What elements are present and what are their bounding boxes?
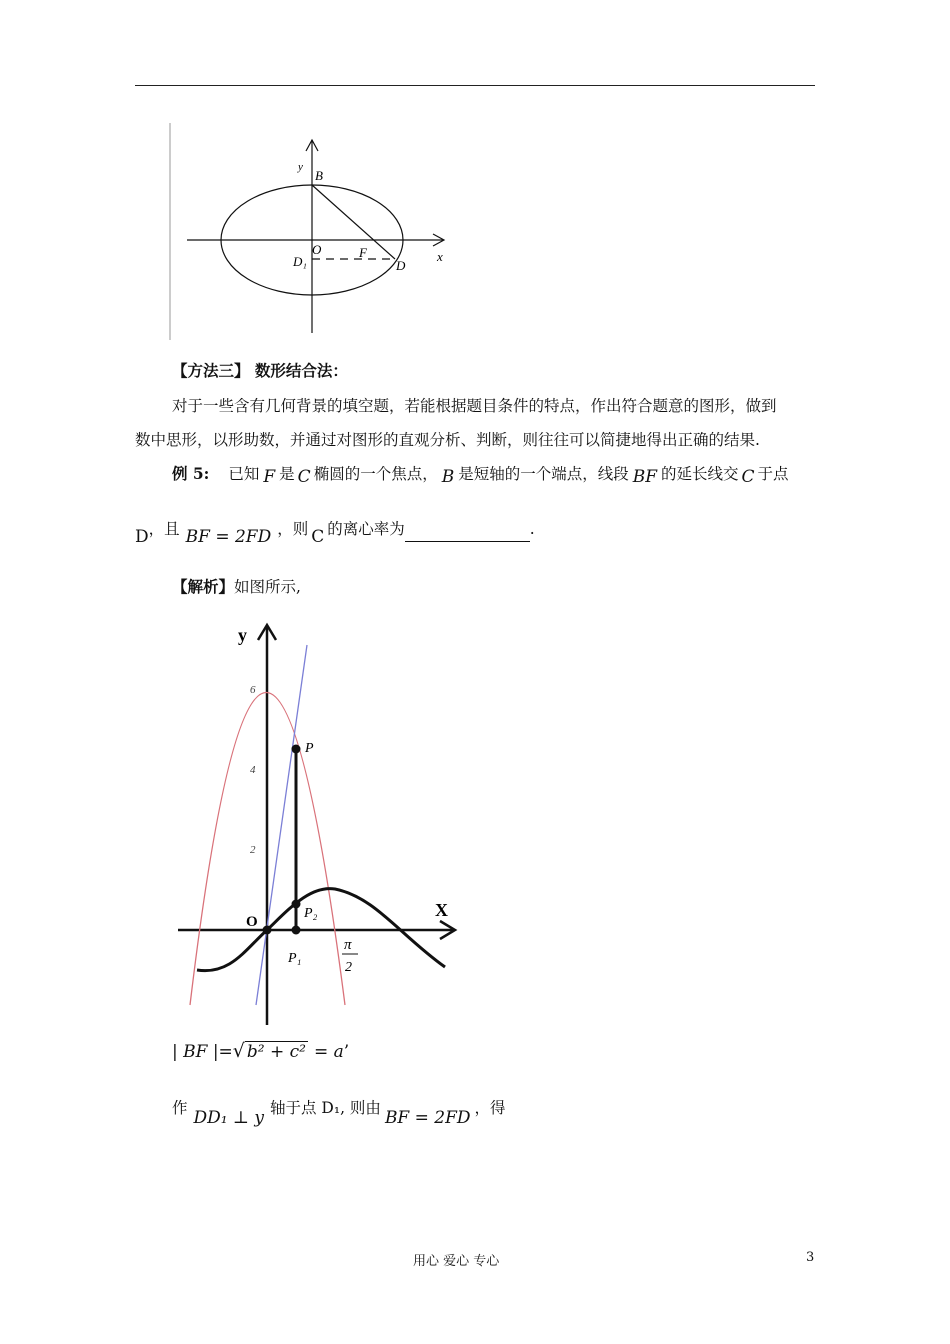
label-p2: P₂ (304, 906, 318, 921)
answer-blank (405, 525, 530, 542)
point-d: D (135, 527, 149, 547)
footer-slogan: 用心 爱心 专心 (413, 1254, 500, 1269)
math-bf: BF (632, 467, 658, 487)
formula-right: = a (314, 1042, 344, 1062)
label-two: 2 (345, 960, 352, 975)
example5-label: 例 5: (172, 464, 210, 483)
label-o: O (312, 242, 322, 257)
sqrt-icon: √ (232, 1040, 245, 1062)
formula-bf-length (172, 1040, 349, 1062)
ellipse-figure (165, 118, 455, 346)
label-o: O (246, 914, 258, 930)
method3-line2: 数中思形，以形助数，并通过对图形的直观分析、判断，则往往可以简捷地得出正确的结果. (135, 431, 760, 449)
example5-text: 已知 (228, 465, 260, 483)
segment-bd (312, 185, 395, 259)
function-graph-figure (170, 615, 470, 1030)
tick-label: 6 (250, 684, 256, 696)
formula2-expr: DD₁ ⊥ y (193, 1108, 264, 1128)
math-c: C (741, 467, 755, 487)
label-d1: D₁ (293, 254, 307, 269)
example5-text: 椭圆的一个焦点， (313, 465, 438, 483)
label-d: D (396, 258, 406, 273)
header-rule (135, 85, 815, 86)
tick-label: 4 (250, 764, 256, 776)
math-c: C (311, 527, 325, 547)
example5-text: ，则 (277, 520, 309, 538)
formula-left: | BF |= (172, 1042, 233, 1062)
origin-point (263, 926, 272, 935)
point-p1 (292, 926, 301, 935)
example5-text: 的离心率为 (327, 520, 405, 538)
label-b: B (315, 168, 323, 183)
math-f: F (263, 467, 276, 487)
example5-text: 是 (279, 465, 295, 483)
tick-label: 2 (250, 844, 256, 856)
formula2-eq: BF = 2FD (384, 1108, 471, 1128)
example5-text: ，且 (148, 520, 180, 538)
analysis-label: 【解析】 (172, 577, 235, 596)
formula2-text: 轴于点 D₁, 则由 (270, 1099, 381, 1117)
label-f: F (359, 245, 367, 260)
label-p1: P₁ (288, 951, 302, 966)
math-c: C (297, 467, 311, 487)
analysis-line (172, 576, 301, 599)
formula-trail: ’ (343, 1042, 350, 1062)
analysis-text: 如图所示, (234, 578, 301, 596)
example5-text: 于点 (757, 465, 789, 483)
formula2-line (172, 1097, 506, 1128)
equation-bf-2fd: BF = 2FD (185, 527, 272, 547)
page-number: 3 (806, 1250, 815, 1265)
method3-line1: 对于一些含有几何背景的填空题，若能根据题目条件的特点，作出符合题意的图形，做到 (172, 397, 777, 415)
label-y: y (298, 161, 303, 173)
formula-radicand: b² + c² (246, 1042, 306, 1062)
formula2-text: 作 (172, 1099, 188, 1117)
method3-heading: 【方法三】 数形结合法： (172, 361, 348, 380)
label-x: x (437, 249, 443, 264)
point-p (292, 745, 301, 754)
example5-text: . (529, 520, 535, 538)
example5-line1 (172, 463, 789, 487)
label-pi: π (344, 937, 352, 953)
label-x: X (435, 900, 448, 920)
math-b: B (441, 467, 455, 487)
point-p2 (292, 900, 301, 909)
label-p: P (305, 741, 314, 756)
example5-text: 的延长线交 (661, 465, 739, 483)
label-y: y (238, 625, 247, 645)
example5-line2 (135, 518, 535, 547)
example5-text: 是短轴的一个端点，线段 (458, 465, 629, 483)
formula2-text: ，得 (474, 1099, 506, 1117)
